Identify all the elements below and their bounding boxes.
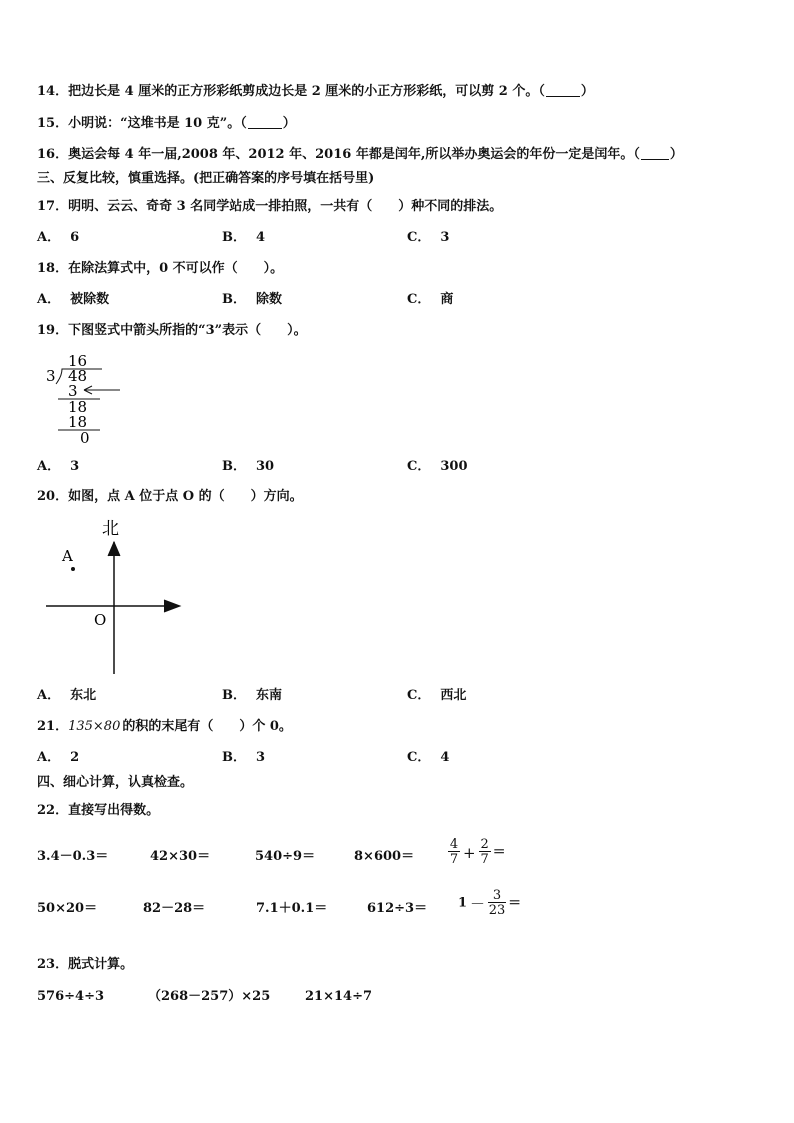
q18-option-c[interactable]: C． 商	[407, 292, 454, 307]
calc-item: 82－28＝	[143, 901, 206, 916]
calc-item: 21×14÷7	[305, 989, 373, 1004]
question-14: 14．把边长是 4 厘米的正方形彩纸剪成边长是 2 厘米的小正方形彩纸，可以剪 2 个。（ ）	[37, 84, 594, 99]
q20-option-c[interactable]: C． 西北	[407, 688, 467, 703]
calc-fraction-diff: 1 － $\frac{3}{23}$ ＝	[458, 888, 522, 918]
north-label: 北	[102, 519, 119, 539]
fraction: $\frac{4}{7}$	[449, 837, 459, 867]
q19-option-b[interactable]: B． 30	[222, 459, 275, 474]
question-21: 21．135×80 的积的末尾有（ ）个 0。	[37, 719, 292, 734]
point-a-dot	[71, 567, 75, 571]
question-17: 17．明明、云云、奇奇 3 名同学站成一排拍照，一共有（ ）种不同的排法。	[37, 199, 503, 214]
calc-item: 540÷9＝	[255, 849, 316, 864]
question-16: 16．奥运会每 4 年一届,2008 年、2012 年、2016 年都是闰年,所以举办奥运会的年份一定是闰年。（ ）	[37, 147, 683, 162]
step-subtotal: 18	[68, 398, 88, 416]
point-a-label: A	[62, 547, 73, 565]
arrow-up-icon	[108, 542, 120, 556]
q20-option-a[interactable]: A． 东北	[37, 688, 97, 703]
question-23: 23．脱式计算。	[37, 957, 134, 972]
q21-option-a[interactable]: A． 2	[37, 750, 80, 765]
dividend: 48	[68, 367, 88, 385]
q21-option-c[interactable]: C． 4	[407, 750, 450, 765]
answer-blank[interactable]	[546, 84, 580, 97]
question-22: 22．直接写出得数。	[37, 803, 160, 818]
origin-label: O	[94, 611, 107, 629]
q18-option-b[interactable]: B． 除数	[222, 292, 283, 307]
q17-option-c[interactable]: C． 3	[407, 230, 450, 245]
calc-item: 576÷4÷3	[37, 989, 105, 1004]
q19-option-c[interactable]: C． 300	[407, 459, 468, 474]
calc-item: 8×600＝	[354, 849, 415, 864]
q21-expression: 135×80	[68, 719, 121, 734]
fraction: $\frac{2}{7}$	[480, 837, 489, 867]
calc-item: 42×30＝	[150, 849, 211, 864]
answer-blank[interactable]	[641, 147, 669, 160]
calc-item: 612÷3＝	[367, 901, 428, 916]
question-15: 15．小明说：“这堆书是 10 克”。（ ）	[37, 116, 296, 131]
calc-item: 3.4－0.3＝	[37, 849, 109, 864]
direction-diagram	[40, 512, 190, 678]
calc-fraction-sum: $\frac{4}{7}$ + $\frac{2}{7}$ ＝	[449, 837, 506, 867]
step-product-18: 18	[68, 413, 88, 431]
calc-item: （268－257）×25	[148, 989, 271, 1004]
question-19: 19．下图竖式中箭头所指的“3”表示（ ）。	[37, 323, 307, 338]
calc-item: 7.1＋0.1＝	[256, 901, 328, 916]
q19-option-a[interactable]: A． 3	[37, 459, 80, 474]
answer-blank[interactable]	[248, 116, 282, 129]
calc-item: 50×20＝	[37, 901, 98, 916]
q21-option-b[interactable]: B． 3	[222, 750, 266, 765]
question-18: 18．在除法算式中，0 不可以作（ ）。	[37, 261, 284, 276]
remainder: 0	[80, 429, 90, 446]
q17-option-b[interactable]: B． 4	[222, 230, 266, 245]
step-product-3: 3	[68, 382, 78, 400]
long-division-figure	[40, 350, 130, 446]
arrow-right-icon	[164, 600, 180, 612]
question-20: 20．如图，点 A 位于点 O 的（ ）方向。	[37, 489, 303, 504]
q17-option-a[interactable]: A． 6	[37, 230, 80, 245]
fraction: $\frac{3}{23}$	[488, 888, 506, 918]
q20-option-b[interactable]: B． 东南	[222, 688, 283, 703]
section-3-heading: 三、反复比较，慎重选择。(把正确答案的序号填在括号里)	[37, 171, 375, 186]
section-4-heading: 四、细心计算，认真检查。	[37, 775, 194, 790]
divisor: 3	[46, 367, 56, 385]
q18-option-a[interactable]: A． 被除数	[37, 292, 110, 307]
quotient: 16	[68, 352, 88, 370]
